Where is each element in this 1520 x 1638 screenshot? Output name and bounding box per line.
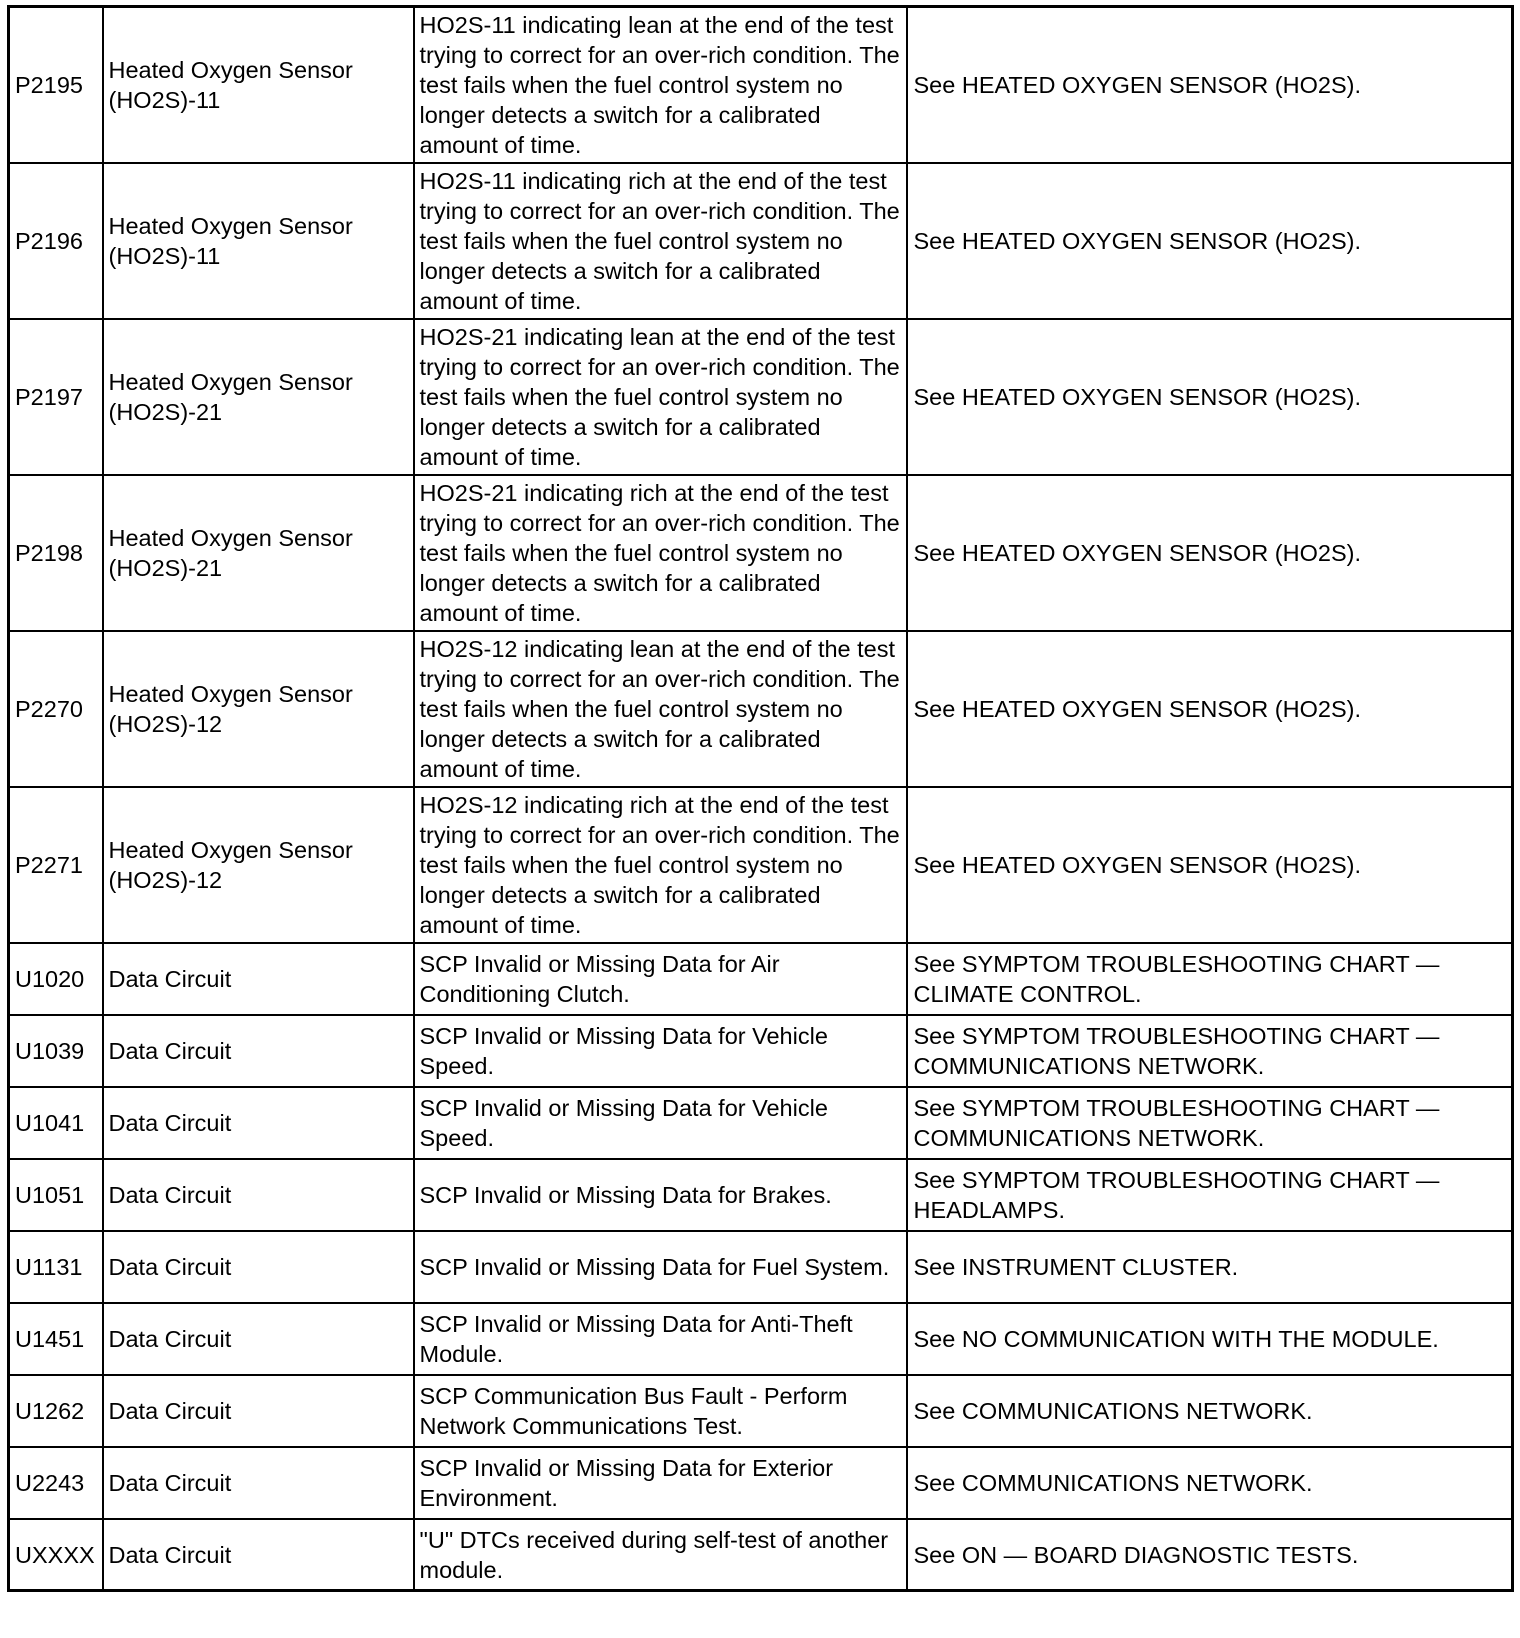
- dtc-condition-cell: HO2S-12 indicating lean at the end of the test trying to correct for an over-rich condition. The test fails when the fuel control system no longer detects a switch for a calibrated amount of time.: [414, 631, 907, 787]
- dtc-condition-cell: SCP Invalid or Missing Data for Fuel System.: [414, 1231, 907, 1303]
- dtc-code-cell: P2271: [9, 787, 103, 943]
- dtc-action-cell: See INSTRUMENT CLUSTER.: [907, 1231, 1513, 1303]
- table-row: [9, 1375, 1513, 1447]
- dtc-condition-cell: SCP Invalid or Missing Data for Air Conditioning Clutch.: [414, 943, 907, 1015]
- dtc-code-cell: P2195: [9, 7, 103, 163]
- dtc-code-cell: P2197: [9, 319, 103, 475]
- dtc-code-cell: U1041: [9, 1087, 103, 1159]
- dtc-code-cell: P2196: [9, 163, 103, 319]
- dtc-code-cell: U1020: [9, 943, 103, 1015]
- dtc-name-cell: Data Circuit: [103, 1015, 414, 1087]
- dtc-code-cell: P2198: [9, 475, 103, 631]
- dtc-code-cell: U1262: [9, 1375, 103, 1447]
- dtc-name-cell: Heated Oxygen Sensor (HO2S)-12: [103, 787, 414, 943]
- dtc-condition-cell: HO2S-11 indicating lean at the end of the test trying to correct for an over-rich condition. The test fails when the fuel control system no longer detects a switch for a calibrated amount of time.: [414, 7, 907, 163]
- dtc-name-cell: Heated Oxygen Sensor (HO2S)-11: [103, 163, 414, 319]
- dtc-condition-cell: "U" DTCs received during self-test of another module.: [414, 1519, 907, 1591]
- table-row: [9, 7, 1513, 163]
- dtc-code-cell: U1051: [9, 1159, 103, 1231]
- dtc-condition-cell: HO2S-12 indicating rich at the end of the test trying to correct for an over-rich condition. The test fails when the fuel control system no longer detects a switch for a calibrated amount of time.: [414, 787, 907, 943]
- table-row: [9, 1303, 1513, 1375]
- dtc-action-cell: See HEATED OXYGEN SENSOR (HO2S).: [907, 475, 1513, 631]
- dtc-code-cell: P2270: [9, 631, 103, 787]
- dtc-condition-cell: HO2S-11 indicating rich at the end of the test trying to correct for an over-rich condition. The test fails when the fuel control system no longer detects a switch for a calibrated amount of time.: [414, 163, 907, 319]
- dtc-code-cell: U1039: [9, 1015, 103, 1087]
- dtc-code-cell: U2243: [9, 1447, 103, 1519]
- dtc-code-cell: UXXXX: [9, 1519, 103, 1591]
- dtc-action-cell: See HEATED OXYGEN SENSOR (HO2S).: [907, 787, 1513, 943]
- dtc-name-cell: Data Circuit: [103, 1375, 414, 1447]
- dtc-action-cell: See HEATED OXYGEN SENSOR (HO2S).: [907, 319, 1513, 475]
- dtc-condition-cell: SCP Invalid or Missing Data for Anti-Theft Module.: [414, 1303, 907, 1375]
- table-row: [9, 631, 1513, 787]
- table-row: [9, 1447, 1513, 1519]
- table-row: [9, 943, 1513, 1015]
- dtc-action-cell: See SYMPTOM TROUBLESHOOTING CHART — HEADLAMPS.: [907, 1159, 1513, 1231]
- dtc-action-cell: See HEATED OXYGEN SENSOR (HO2S).: [907, 7, 1513, 163]
- dtc-action-cell: See COMMUNICATIONS NETWORK.: [907, 1447, 1513, 1519]
- dtc-condition-cell: HO2S-21 indicating lean at the end of the test trying to correct for an over-rich condition. The test fails when the fuel control system no longer detects a switch for a calibrated amount of time.: [414, 319, 907, 475]
- dtc-action-cell: See SYMPTOM TROUBLESHOOTING CHART — COMMUNICATIONS NETWORK.: [907, 1087, 1513, 1159]
- dtc-action-cell: See SYMPTOM TROUBLESHOOTING CHART — CLIMATE CONTROL.: [907, 943, 1513, 1015]
- dtc-name-cell: Data Circuit: [103, 1519, 414, 1591]
- dtc-action-cell: See NO COMMUNICATION WITH THE MODULE.: [907, 1303, 1513, 1375]
- dtc-name-cell: Data Circuit: [103, 1231, 414, 1303]
- dtc-condition-cell: HO2S-21 indicating rich at the end of the test trying to correct for an over-rich condition. The test fails when the fuel control system no longer detects a switch for a calibrated amount of time.: [414, 475, 907, 631]
- dtc-name-cell: Heated Oxygen Sensor (HO2S)-12: [103, 631, 414, 787]
- dtc-name-cell: Data Circuit: [103, 1087, 414, 1159]
- dtc-condition-cell: SCP Invalid or Missing Data for Exterior Environment.: [414, 1447, 907, 1519]
- dtc-name-cell: Heated Oxygen Sensor (HO2S)-21: [103, 475, 414, 631]
- dtc-table: [7, 5, 1514, 1592]
- dtc-condition-cell: SCP Communication Bus Fault - Perform Network Communications Test.: [414, 1375, 907, 1447]
- dtc-action-cell: See SYMPTOM TROUBLESHOOTING CHART — COMMUNICATIONS NETWORK.: [907, 1015, 1513, 1087]
- table-row: [9, 475, 1513, 631]
- dtc-name-cell: Heated Oxygen Sensor (HO2S)-11: [103, 7, 414, 163]
- dtc-code-cell: U1131: [9, 1231, 103, 1303]
- table-row: [9, 163, 1513, 319]
- table-row: [9, 1231, 1513, 1303]
- table-row: [9, 1087, 1513, 1159]
- dtc-condition-cell: SCP Invalid or Missing Data for Vehicle Speed.: [414, 1015, 907, 1087]
- dtc-action-cell: See HEATED OXYGEN SENSOR (HO2S).: [907, 163, 1513, 319]
- dtc-name-cell: Heated Oxygen Sensor (HO2S)-21: [103, 319, 414, 475]
- dtc-action-cell: See COMMUNICATIONS NETWORK.: [907, 1375, 1513, 1447]
- dtc-name-cell: Data Circuit: [103, 1159, 414, 1231]
- table-row: [9, 1519, 1513, 1591]
- table-row: [9, 1015, 1513, 1087]
- dtc-action-cell: See HEATED OXYGEN SENSOR (HO2S).: [907, 631, 1513, 787]
- table-row: [9, 1159, 1513, 1231]
- dtc-name-cell: Data Circuit: [103, 943, 414, 1015]
- dtc-action-cell: See ON — BOARD DIAGNOSTIC TESTS.: [907, 1519, 1513, 1591]
- dtc-name-cell: Data Circuit: [103, 1447, 414, 1519]
- dtc-condition-cell: SCP Invalid or Missing Data for Brakes.: [414, 1159, 907, 1231]
- dtc-code-cell: U1451: [9, 1303, 103, 1375]
- dtc-condition-cell: SCP Invalid or Missing Data for Vehicle Speed.: [414, 1087, 907, 1159]
- table-row: [9, 319, 1513, 475]
- dtc-name-cell: Data Circuit: [103, 1303, 414, 1375]
- table-row: [9, 787, 1513, 943]
